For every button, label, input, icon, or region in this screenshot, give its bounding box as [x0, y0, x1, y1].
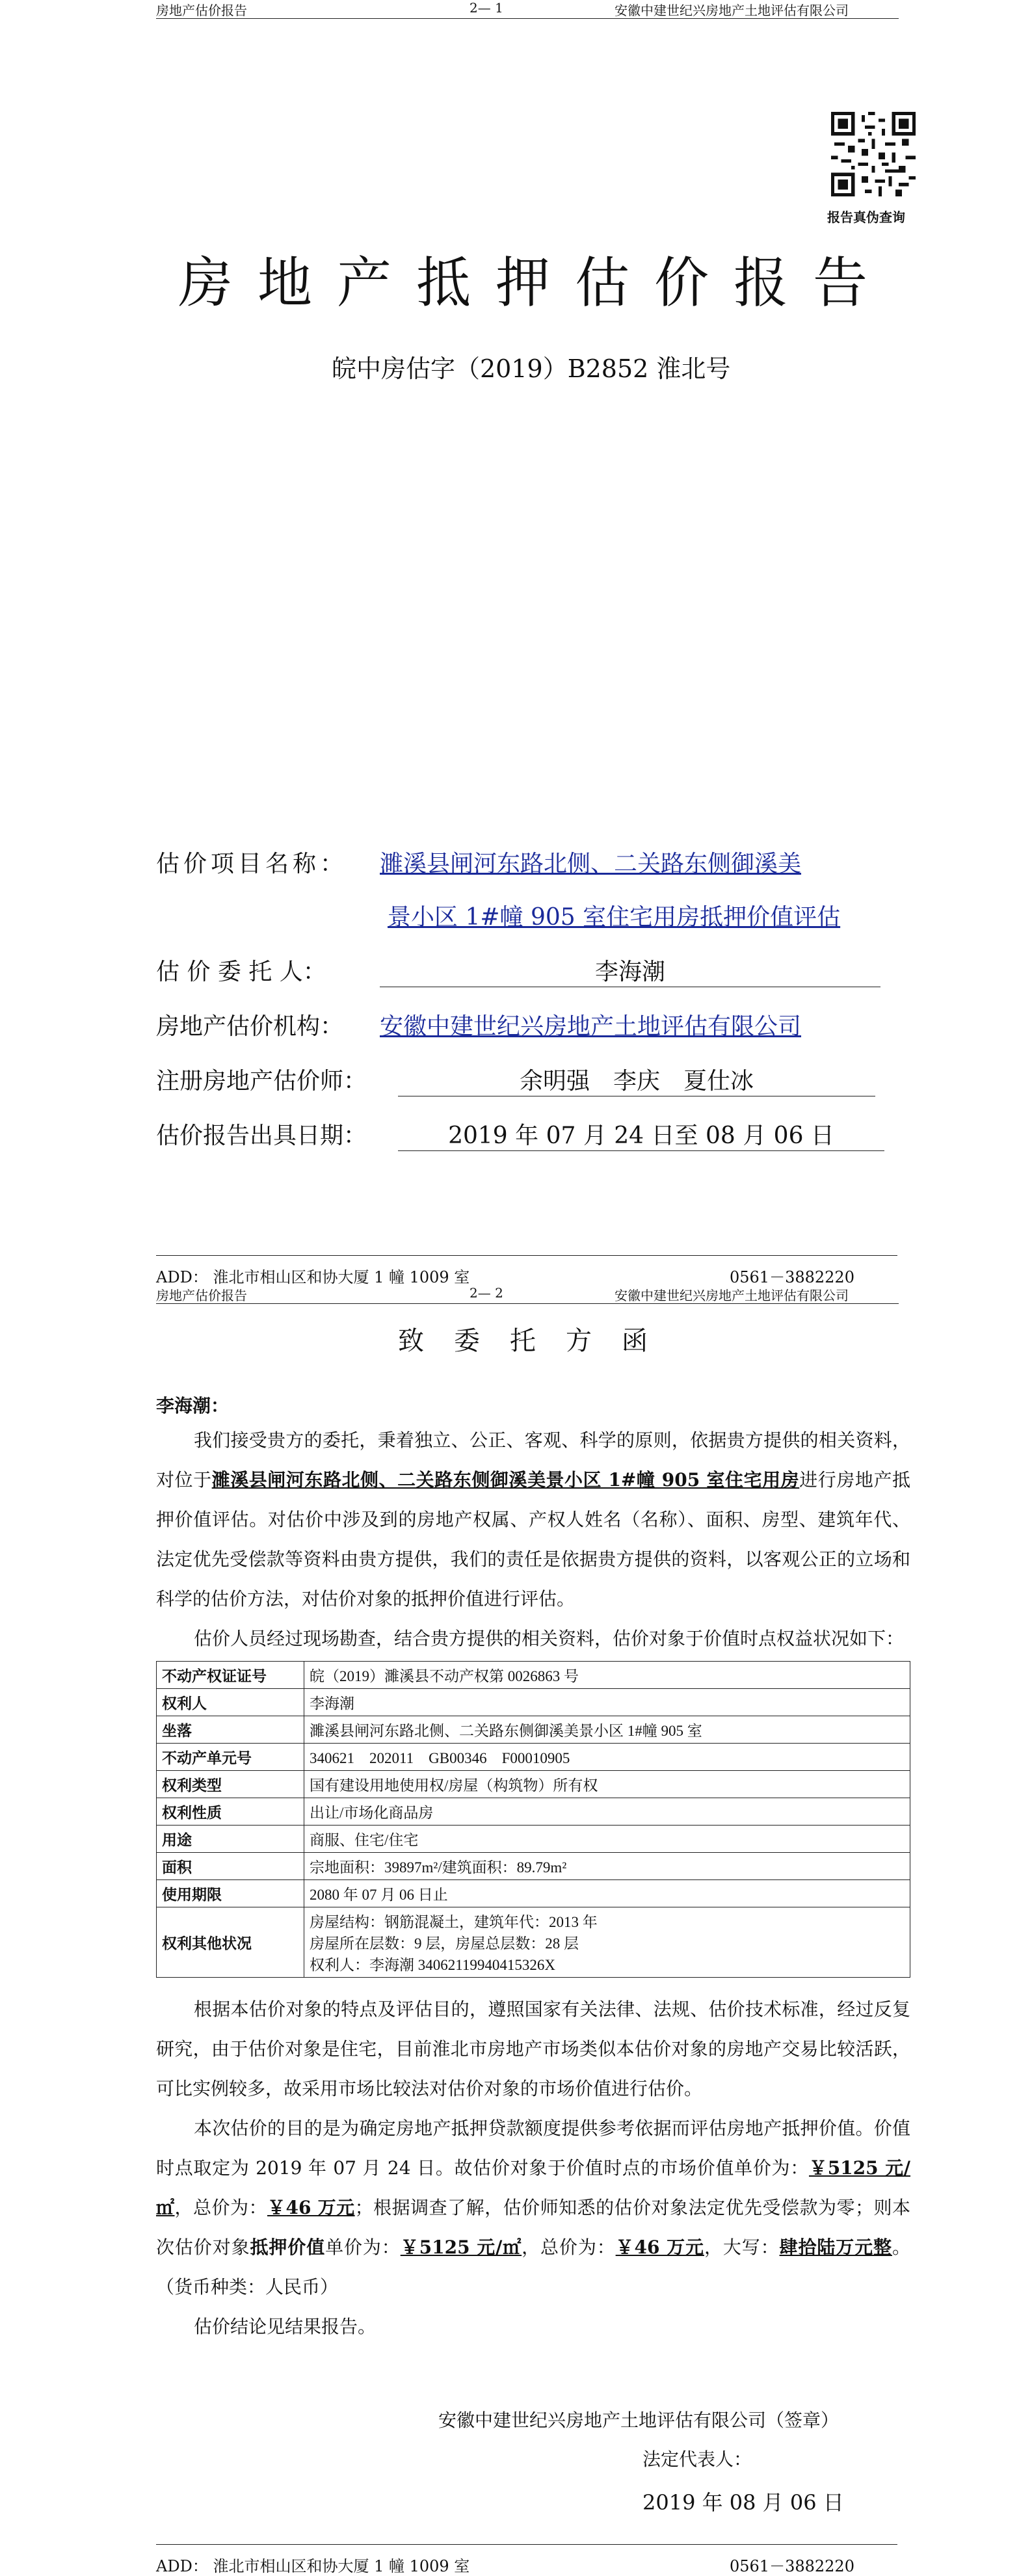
- footer-phone: 0561－3882220: [730, 2557, 854, 2575]
- table-value-cell: [304, 1907, 910, 1978]
- appraiser-label: 注册房地产估价师：: [156, 1068, 367, 1095]
- table-row: [157, 1907, 910, 1978]
- table-key-cell: 权利性质: [157, 1798, 304, 1826]
- project-name-label: 估价项目名称：: [156, 851, 348, 877]
- total-in-words: 肆拾陆万元整: [779, 2237, 892, 2258]
- appraiser-value: 余明强 李庆 夏仕冰: [398, 1063, 875, 1096]
- table-value-cell: [304, 1716, 910, 1744]
- agency-label: 房地产估价机构：: [156, 1013, 344, 1040]
- header-right: 安徽中建世纪兴房地产土地评估有限公司: [615, 1288, 849, 1303]
- mortgage-unit-price: ￥5125 元/㎡: [400, 2237, 522, 2258]
- footer-phone: 0561－3882220: [730, 1268, 854, 1286]
- p1-text-a: 我们接受贵方的委托，秉着独立、公正、客观、科学的原则，依据贵方提供的相关资料，对位于: [156, 1429, 910, 1491]
- p4-text-h: 。（货币种类：人民币）: [156, 2237, 910, 2298]
- p4-text-f: ，总价为：: [522, 2237, 616, 2258]
- p4-text-b: ，总价为：: [174, 2197, 267, 2218]
- report-title: 房地产抵押估价报告: [178, 251, 893, 315]
- table-value-line: 出让/市场化商品房: [310, 1805, 434, 1821]
- table-row: [157, 1744, 910, 1771]
- market-total-price: ￥46 万元: [267, 2197, 355, 2218]
- project-name-line-2[interactable]: 景小区 1#幢 905 室住宅用房抵押价值评估: [388, 904, 841, 931]
- table-key-cell: 不动产单元号: [157, 1744, 304, 1771]
- header-page-number: 2— 2: [470, 1285, 503, 1301]
- table-row: [157, 1853, 910, 1880]
- footer-rule: [156, 2544, 897, 2545]
- report-number: 皖中房估字（2019）B2852 淮北号: [332, 354, 731, 383]
- header-rule: [156, 18, 899, 19]
- footer-address: ADD： 淮北市相山区和协大厦 1 幢 1009 室: [156, 2557, 470, 2575]
- table-row: [157, 1662, 910, 1689]
- project-name-line-1[interactable]: 濉溪县闸河东路北侧、二关路东侧御溪美: [380, 851, 802, 877]
- table-value-line: 房屋结构：钢筋混凝土，建筑年代：2013 年: [310, 1914, 598, 1930]
- table-value-cell: [304, 1826, 910, 1853]
- p4-text-e: 单价为：: [325, 2237, 401, 2258]
- header-page-number: 2— 1: [470, 0, 503, 16]
- table-key-cell: 不动产权证证号: [157, 1662, 304, 1689]
- letter-title: 致委托方函: [398, 1326, 678, 1356]
- p4-text-c: ；根据调查了解，估价师知悉的估价对象法定优先受偿款为零；则本次估价对象: [156, 2197, 910, 2258]
- table-value-line: 宗地面积：39897m²/建筑面积：89.79m²: [310, 1859, 567, 1876]
- footer-rule: [156, 1255, 897, 1256]
- market-unit-price: ￥5125 元/㎡: [156, 2157, 911, 2218]
- table-value-cell: [304, 1662, 910, 1689]
- table-value-line: 340621 202011 GB00346 F00010905: [310, 1750, 570, 1766]
- table-value-cell: [304, 1798, 910, 1826]
- paragraph-5: 估价结论见结果报告。: [194, 2316, 377, 2337]
- client-label: 估 价 委 托 人：: [156, 959, 326, 985]
- paragraph-1: [156, 1420, 910, 1619]
- property-address: 濉溪县闸河东路北侧、二关路东侧御溪美景小区 1#幢 905 室住宅用房: [211, 1469, 800, 1491]
- header-left: 房地产估价报告: [156, 1288, 247, 1303]
- table-value-line: 皖（2019）濉溪县不动产权第 0026863 号: [310, 1668, 579, 1684]
- paragraph-4: [156, 2108, 910, 2307]
- issue-date-value: 2019 年 07 月 24 日至 08 月 06 日: [398, 1117, 884, 1151]
- footer-address: ADD： 淮北市相山区和协大厦 1 幢 1009 室: [156, 1268, 470, 1286]
- mortgage-total-price: ￥46 万元: [615, 2237, 704, 2258]
- paragraph-3: 根据本估价对象的特点及评估目的，遵照国家有关法律、法规、估价技术标准，经过反复研究，由于估价对象是住宅，目前淮北市房地产市场类似本估价对象的房地产交易比较活跃，可比实例较多，故采用市场比较法对估价对象的市场价值进行估价。: [156, 1998, 910, 2099]
- table-value-cell: [304, 1771, 910, 1798]
- table-value-line: 濉溪县闸河东路北侧、二关路东侧御溪美景小区 1#幢 905 室: [310, 1723, 702, 1739]
- table-value-line: 2080 年 07 月 06 日止: [310, 1887, 448, 1903]
- table-row: [157, 1826, 910, 1853]
- table-key-cell: 权利类型: [157, 1771, 304, 1798]
- table-row: [157, 1880, 910, 1907]
- table-value-line: 房屋所在层数：9 层，房屋总层数：28 层: [310, 1935, 579, 1952]
- header-rule: [156, 1303, 899, 1304]
- letter-body: [156, 1420, 910, 2346]
- p4-text-a: 本次估价的目的是为确定房地产抵押贷款额度提供参考依据而评估房地产抵押价值。价值时点取定为 2019 年 07 月 24 日。故估价对象于价值时点的市场价值单价为：: [156, 2118, 910, 2179]
- table-key-cell: 用途: [157, 1826, 304, 1853]
- sign-date: 2019 年 08 月 06 日: [642, 2490, 844, 2515]
- salutation: 李海潮：: [156, 1395, 230, 1416]
- signer: 安徽中建世纪兴房地产土地评估有限公司（签章）: [438, 2410, 840, 2431]
- table-row: [157, 1771, 910, 1798]
- table-row: [157, 1689, 910, 1716]
- agency-value[interactable]: 安徽中建世纪兴房地产土地评估有限公司: [380, 1013, 802, 1040]
- table-key-cell: 坐落: [157, 1716, 304, 1744]
- table-value-cell: [304, 1744, 910, 1771]
- table-value-cell: [304, 1880, 910, 1907]
- header-left: 房地产估价报告: [156, 3, 247, 18]
- paragraph-2: 估价人员经过现场勘查，结合贵方提供的相关资料，估价对象于价值时点权益状况如下：: [194, 1628, 905, 1649]
- qr-caption: 报告真伪查询: [827, 209, 905, 225]
- table-value-cell: [304, 1853, 910, 1880]
- legal-representative: 法定代表人：: [642, 2449, 752, 2470]
- table-value-line: 权利人：李海潮 340621199404153​26X: [310, 1957, 556, 1973]
- table-row: [157, 1716, 910, 1744]
- table-value-line: 商服、住宅/住宅: [310, 1832, 419, 1848]
- client-value: 李海潮: [380, 953, 880, 987]
- table-row: [157, 1798, 910, 1826]
- table-key-cell: 面积: [157, 1853, 304, 1880]
- table-key-cell: 使用期限: [157, 1880, 304, 1907]
- table-value-line: 国有建设用地使用权/房屋（构筑物）所有权: [310, 1777, 598, 1794]
- table-key-cell: 权利人: [157, 1689, 304, 1716]
- table-key-cell: 权利其他状况: [157, 1907, 304, 1978]
- table-value-cell: [304, 1689, 910, 1716]
- header-right: 安徽中建世纪兴房地产土地评估有限公司: [615, 3, 849, 18]
- qr-code-icon[interactable]: [831, 112, 916, 196]
- p4-text-g: ，大写：: [704, 2237, 780, 2258]
- mortgage-value-label: 抵押价值: [250, 2237, 326, 2258]
- issue-date-label: 估价报告出具日期：: [156, 1122, 367, 1149]
- rights-table: [156, 1661, 910, 1978]
- p1-text-c: 进行房地产抵押价值评估。对估价中涉及到的房地产权属、产权人姓名（名称）、面积、房型、建筑年代、法定优先受偿款等资料由贵方提供，我们的责任是依据贵方提供的资料，以客观公正的立场和科学的估价方法，对估价对象的抵押价值进行评估。: [156, 1469, 910, 1610]
- table-value-line: 李海潮: [310, 1695, 354, 1712]
